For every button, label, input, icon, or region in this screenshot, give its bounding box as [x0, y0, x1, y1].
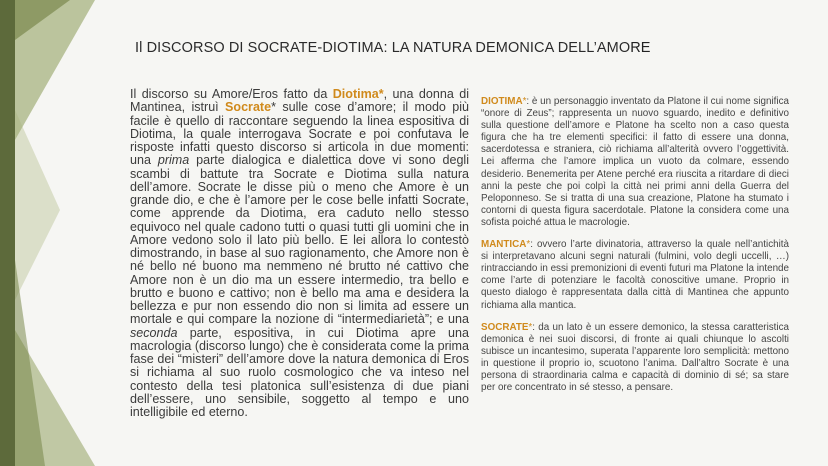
notes-panel	[481, 96, 789, 404]
note-mantica: MANTICA*: ovvero l’arte divinatoria, attraverso la quale nell’antichità si interpretavano alcuni segni naturali (fulmini, volo degli uccelli, …) rintracciando in essi premonizioni di eventi futuri ma Platone la intende come l’arte di potenziare le facoltà conoscitive umane. Proprio in questo dialogo è rappresentata dalla città di Mantinea che appunto richiama alla mantica.	[481, 239, 789, 311]
note-diotima: DIOTIMA*: è un personaggio inventato da Platone il cui nome significa “onore di Zeus”; rappresenta un nuovo sguardo, inedito e definitivo sulla questione dell’amore e Platone ha scelto non a caso questa figura che ha tre elementi specifici: il fatto di essere una donna, sacerdotessa e straniera, ciò richiama all’alterità ovvero l’oggettività. Lei afferma che l’amore implica un vuoto da colmare, essendo desiderio. Benemerita per Atene perché era riuscita a ritardare di dieci anni la peste che poi colpì la città nei primi anni della Guerra del Peloponneso. Se si tratta di una sua creazione, Platone ha stumato i contorni di questa figura sacerdotale. Platone la considera come una sofista poiché attua le macrologie.	[481, 96, 789, 228]
term-socrate: Socrate	[225, 100, 272, 115]
main-paragraph: Il discorso su Amore/Eros fatto da Diotima*, una donna di Mantinea, istruì Socrate* sulle cose d’amore; il modo più facile è quello di raccontare seguendo la linea espositiva di Diotima, la quale interrogava Socrate e poi confutava le risposte infatti questo discorso si articola in due momenti: una prima parte dialogica e dialettica dove vi sono degli scambi di battute tra Socrate e Diotima sulla natura dell’amore. Socrate le disse più o meno che Amore è un grande dio, e che è l’amore per le cose belle infatti Socrate, come apprende da Diotima, era caduto nello stesso equivoco nel quale cadono tutti o quasi tutti gli uomini che in Amore vedono solo il lato più bello. E lei allora lo contestò dimostrando, in base al suo ragionamento, che Amore non è né bello né buono ma nemmeno né brutto né cattivo che Amore non è un dio ma un essere intermedio, tra bello e brutto e buono e cattivo; non è bello ma ama e desidera la bellezza e pur non essendo dio non si limita ad essere un mortale e qui compare la nozione di “intermediarietà”; e una seconda parte, espositiva, in cui Diotima apre una macrologia (discorso lungo) che è considerata come la prima fase dei “misteri” dell’amore dove la natura demonica di Eros si richiama al suo ruolo cosmologico che va inteso nel contesto della tesi platonica sull’esistenza di due piani dell’essere, uno sensibile, soggetto al tempo e uno intelligibile ed eterno.	[130, 87, 470, 419]
note-socrate: SOCRATE*: da un lato è un essere demonico, la stessa caratteristica demonica è nei suoi discorsi, di fronte ai quali chiunque lo ascolti subisce un incantesimo, superata l’apparente loro semplicità: mettono in questione il proprio io, scuotono l’anima. Dall’altro Socrate è una persona di straordinaria calma e capacità di dominio di sé; sa stare per ore concentrato in sé stesso, a pensare.	[481, 321, 789, 394]
slide-title: Il DISCORSO DI SOCRATE-DIOTIMA: LA NATURA DEMONICA DELL’AMORE	[135, 40, 651, 56]
term-diotima: Diotima*	[332, 87, 384, 101]
